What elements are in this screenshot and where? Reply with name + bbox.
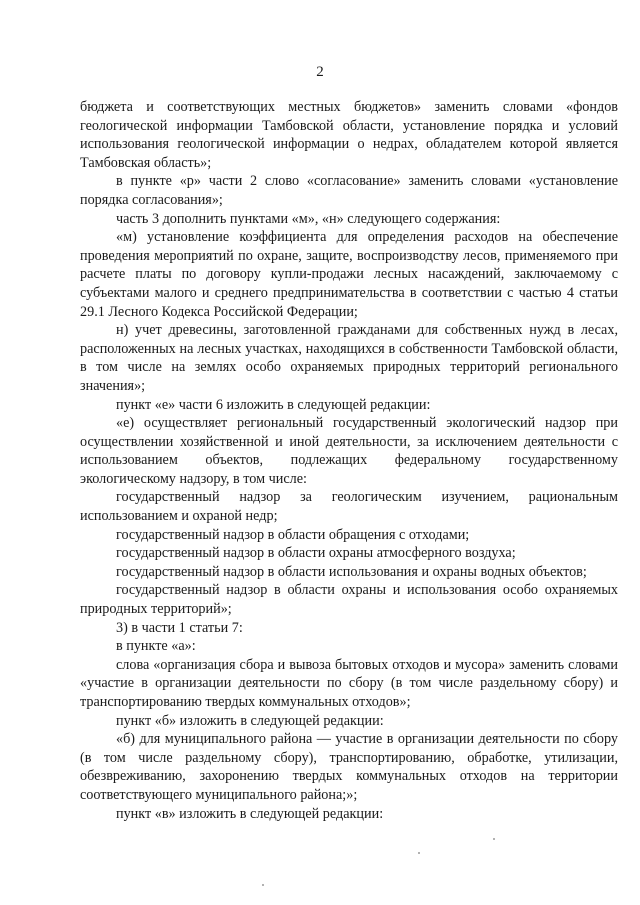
scan-speck — [418, 852, 420, 854]
page-number: 2 — [316, 64, 324, 80]
paragraph: бюджета и соответствующих местных бюджетов» заменить словами «фондов геологической информации Тамбовской области, установление порядка и условий использования геологической информации о недрах, обладателем которой является Тамбовская область»; — [80, 99, 618, 171]
paragraph: государственный надзор за геологическим изучением, рациональным использованием и охраной недр; — [80, 489, 618, 525]
paragraph: государственный надзор в области обращения с отходами; — [116, 526, 470, 543]
scan-speck — [493, 838, 495, 840]
paragraph: в пункте «р» части 2 слово «согласование» заменить словами «установление порядка согласования»; — [80, 173, 618, 208]
paragraph: часть 3 дополнить пунктами «м», «н» следующего содержания: — [116, 210, 501, 227]
paragraph: «е) осуществляет региональный государственный экологический надзор при осуществлении хозяйственной и иной деятельности, за исключением деятельности с использованием объектов, подлежащих федеральному государственному экологическому надзору, в том числе: — [80, 415, 618, 487]
paragraph: н) учет древесины, заготовленной гражданами для собственных нужд в лесах, расположенных на лесных участках, находящихся в собственности Тамбовской области, в том числе на землях особо охраняемых природных территорий регионального значения»; — [80, 322, 618, 394]
scan-speck — [262, 884, 264, 886]
paragraph: пункт «в» изложить в следующей редакции: — [116, 805, 384, 822]
paragraph: государственный надзор в области использования и охраны водных объектов; — [116, 563, 587, 580]
paragraph: 3) в части 1 статьи 7: — [116, 619, 243, 636]
paragraph: в пункте «а»: — [116, 638, 196, 655]
paragraph: «б) для муниципального района — участие в организации деятельности по сбору (в том числе раздельному сбору), транспортированию, обработке, утилизации, обезвреживанию, захоронению твердых коммунальных отходов на территории соответствующего муниципального района;»; — [80, 731, 618, 803]
paragraph: пункт «е» части 6 изложить в следующей редакции: — [116, 396, 431, 413]
paragraph: государственный надзор в области охраны атмосферного воздуха; — [116, 545, 516, 562]
paragraph: пункт «б» изложить в следующей редакции: — [116, 712, 384, 729]
paragraph: «м) установление коэффициента для определения расходов на обеспечение проведения мероприятий по охране, защите, воспроизводству лесов, применяемого при расчете платы по договору купли-продажи лесных насаждений, заключаемому с субъектами малого и среднего предпринимательства в соответствии с частью 4 статьи 29.1 Лесного Кодекса Российской Федерации; — [80, 229, 618, 320]
document-body — [80, 98, 618, 823]
paragraph: государственный надзор в области охраны и использования особо охраняемых природных территорий»; — [80, 582, 618, 618]
paragraph: слова «организация сбора и вывоза бытовых отходов и мусора» заменить словами «участие в организации деятельности по сбору (в том числе раздельному сбору) и транспортированию твердых коммунальных отходов»; — [80, 656, 618, 710]
